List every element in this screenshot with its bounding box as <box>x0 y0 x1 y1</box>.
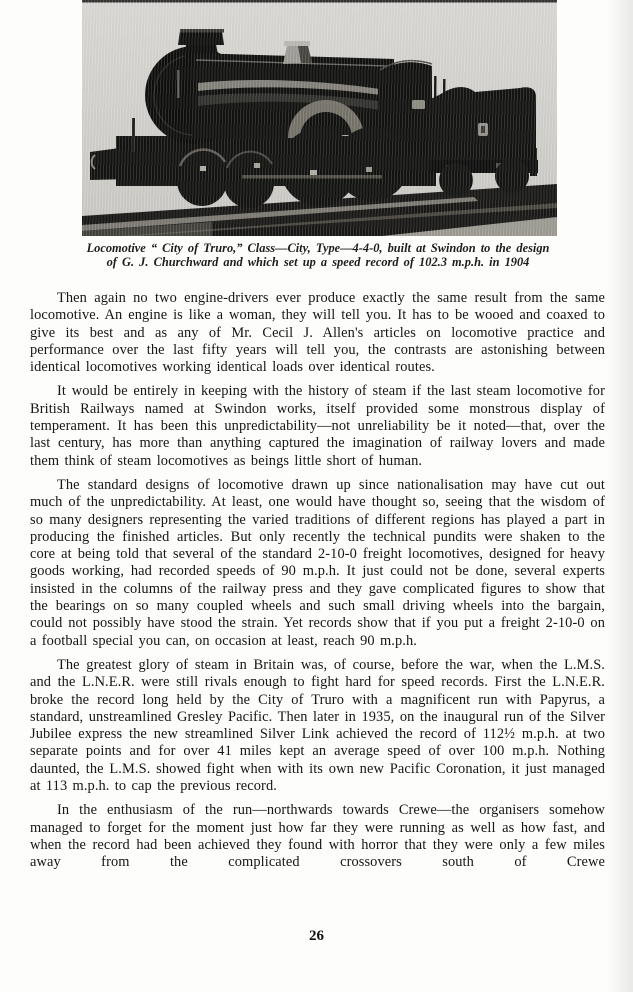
photo-caption <box>60 242 576 270</box>
body-paragraph-2: It would be entirely in keeping with the history of steam if the last steam locomotive for British Railways named at Swindon works, itself provided some monstrous display of temperament. It has been this unpredictability—not unreliability be it noted—that, over the last century, has more than anything captured the imagination of railway lovers and made them think of steam locomotives as beings little short of human. <box>30 383 605 469</box>
article-body <box>30 290 605 872</box>
locomotive-photo <box>82 0 557 236</box>
photo-caption-line-1: Locomotive “ City of Truro,” Class—City, Type—4-4-0, built at Swindon to the design <box>86 241 550 255</box>
body-paragraph-1: Then again no two engine-drivers ever produce exactly the same result from the same locomotive. An engine is like a woman, they will tell you. It has to be wooed and coaxed to give its best and as any of Mr. Cecil J. Allen's articles on locomotive practice and performance over the last fifty years will tell you, the contrasts are astonishing between identical locomotives working identical loads over identical routes. <box>30 290 605 376</box>
photo-caption-line-2: of G. J. Churchward and which set up a speed record of 102.3 m.p.h. in 1904 <box>106 254 530 269</box>
body-paragraph-3: The standard designs of locomotive drawn up since nationalisation may have cut out much of the unpredictability. At least, one would have thought so, seeing that the wisdom of so many designers representing the varied traditions of different regions has played a part in producing the finished articles. But only recently the technical pundits were shaken to the core at being told that several of the standard 2-10-0 freight locomotives, designed for heavy goods working, had recorded speeds of 90 m.p.h. It just could not be done, several experts insisted in the columns of the railway press and they gave complicated figures to show that the bearings on so many coupled wheels and such small driving wheels into the bargain, could not possibly have stood the strain. Yet records show that if you put a freight 2-10-0 on a football special you can, on occasion at least, reach 90 m.p.h. <box>30 476 605 649</box>
body-paragraph-5: In the enthusiasm of the run—northwards towards Crewe—the organisers somehow managed to forget for the moment just how far they were running as well as how fast, and when the record had been achieved they found with horror that they were only a few miles away from the complicated crossovers south of Crewe <box>30 802 605 871</box>
photo-top-edge <box>82 0 557 3</box>
body-paragraph-4: The greatest glory of steam in Britain was, of course, before the war, when the L.M.S. and the L.N.E.R. were still rivals enough to fight hard for speed records. First the L.N.E.R. broke the record long held by the City of Truro with a magnificent run with Papyrus, a standard, unstreamlined Gresley Pacific. Then later in 1935, on the inaugural run of the Silver Jubilee express the new streamlined Silver Link achieved the record of 112½ m.p.h. at two separate points and for over 41 miles kept an average speed of over 100 m.p.h. Nothing daunted, the L.M.S. showed fight when with its own new Pacific Coronation, it just managed at 113 m.p.h. to cap the previous record. <box>30 656 605 795</box>
locomotive-photo-illustration <box>82 0 557 236</box>
page-number: 26 <box>309 928 324 944</box>
